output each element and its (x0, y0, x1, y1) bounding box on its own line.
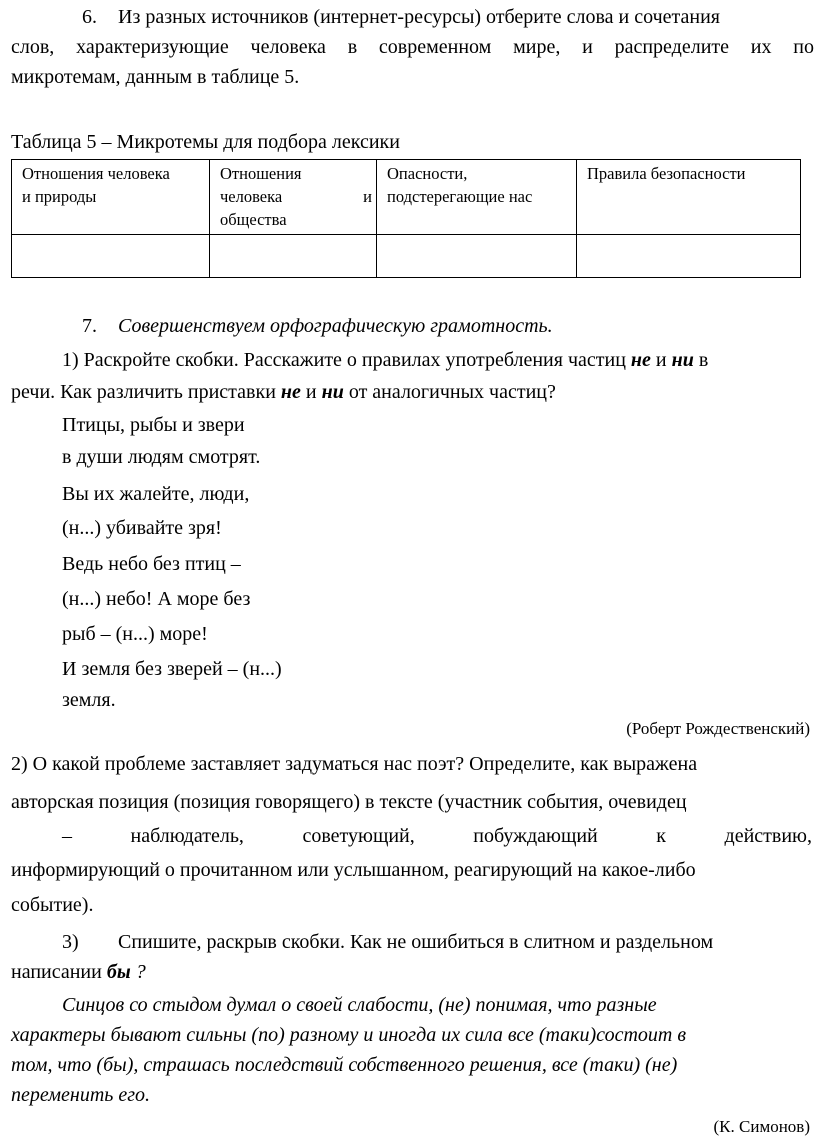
q3-line2: написании бы ? (11, 961, 146, 983)
q2-word: советующий, (302, 825, 415, 847)
q2-word: наблюдатель, (130, 825, 244, 847)
table-header-cell (577, 160, 801, 235)
table-cell (12, 235, 210, 278)
task6-number: 6. (82, 6, 97, 28)
q2-word: действию, (724, 825, 812, 847)
q2-line3 (62, 822, 812, 850)
task6-line3: микротемам, данным в таблице 5. (11, 66, 300, 88)
q1-line2: речи. Как различить приставки не и ни от аналогичных частиц? (11, 381, 556, 403)
poem-line: Вы их жалейте, люди, (62, 483, 250, 505)
header1-line2: и природы (22, 187, 97, 206)
quote-author: (К. Симонов) (713, 1117, 810, 1136)
header2-line1: Отношения (220, 164, 302, 183)
header2-word: человека (220, 187, 283, 206)
header1-line1: Отношения человека (22, 164, 170, 183)
header4-line1: Правила безопасности (587, 164, 746, 183)
table-cell (377, 235, 577, 278)
quote-line2: характеры бывают сильны (по) разному и иногда их сила все (таки)состоит в (11, 1024, 687, 1046)
poem-line: в души людям смотрят. (62, 446, 261, 468)
q3-number: 3) (62, 931, 79, 953)
table-header-cell (12, 160, 210, 235)
table-cell (577, 235, 801, 278)
poem-line: (н...) небо! А море без (62, 588, 251, 610)
q2-word: побуждающий (473, 825, 598, 847)
task6-line2: слов, характеризующие человека в современном мире, и распределите их по (11, 36, 814, 58)
poem-line: Птицы, рыбы и звери (62, 414, 245, 436)
table-header-cell (377, 160, 577, 235)
q2-word: к (656, 825, 666, 847)
table-row (12, 235, 801, 278)
microtopics-table (11, 159, 801, 278)
q1-line1: 1) Раскройте скобки. Расскажите о правилах употребления частиц не и ни в (62, 349, 709, 371)
q2-word: – (62, 825, 72, 847)
q2-line4: информирующий о прочитанном или услышанном, реагирующий на какое-либо (11, 859, 696, 881)
table-cell (210, 235, 377, 278)
task6-line1: Из разных источников (интернет-ресурсы) отберите слова и сочетания (118, 6, 721, 28)
q3-line1: Спишите, раскрыв скобки. Как не ошибиться в слитном и раздельном (118, 931, 714, 953)
header2-word: и (363, 187, 372, 206)
header2-line3: общества (220, 210, 287, 229)
poem-line: рыб – (н...) море! (62, 623, 208, 645)
q2-line2: авторская позиция (позиция говорящего) в тексте (участник события, очевидец (11, 791, 687, 813)
table-header-row (12, 160, 801, 235)
q2-line5: событие). (11, 894, 94, 916)
poem-line: (н...) убивайте зря! (62, 517, 222, 539)
poem-line: земля. (62, 689, 116, 711)
task7-number: 7. (82, 315, 97, 337)
q2-line1: 2) О какой проблеме заставляет задуматься нас поэт? Определите, как выражена (11, 753, 698, 775)
table-header-cell (210, 160, 377, 235)
poem-author: (Роберт Рождественский) (626, 719, 810, 738)
quote-line4: переменить его. (11, 1084, 151, 1106)
header3-line2: подстерегающие нас (387, 187, 533, 206)
task7-title: Совершенствуем орфографическую грамотность. (118, 315, 553, 337)
quote-line1: Синцов со стыдом думал о своей слабости, (не) понимая, что разные (62, 994, 657, 1016)
poem-line: И земля без зверей – (н...) (62, 658, 282, 680)
poem-line: Ведь небо без птиц – (62, 553, 241, 575)
header3-line1: Опасности, (387, 164, 468, 183)
quote-line3: том, что (бы), страшась последствий собственного решения, все (таки) (не) (11, 1054, 678, 1076)
table-caption: Таблица 5 – Микротемы для подбора лексики (11, 131, 400, 153)
header2-line2 (220, 185, 372, 208)
